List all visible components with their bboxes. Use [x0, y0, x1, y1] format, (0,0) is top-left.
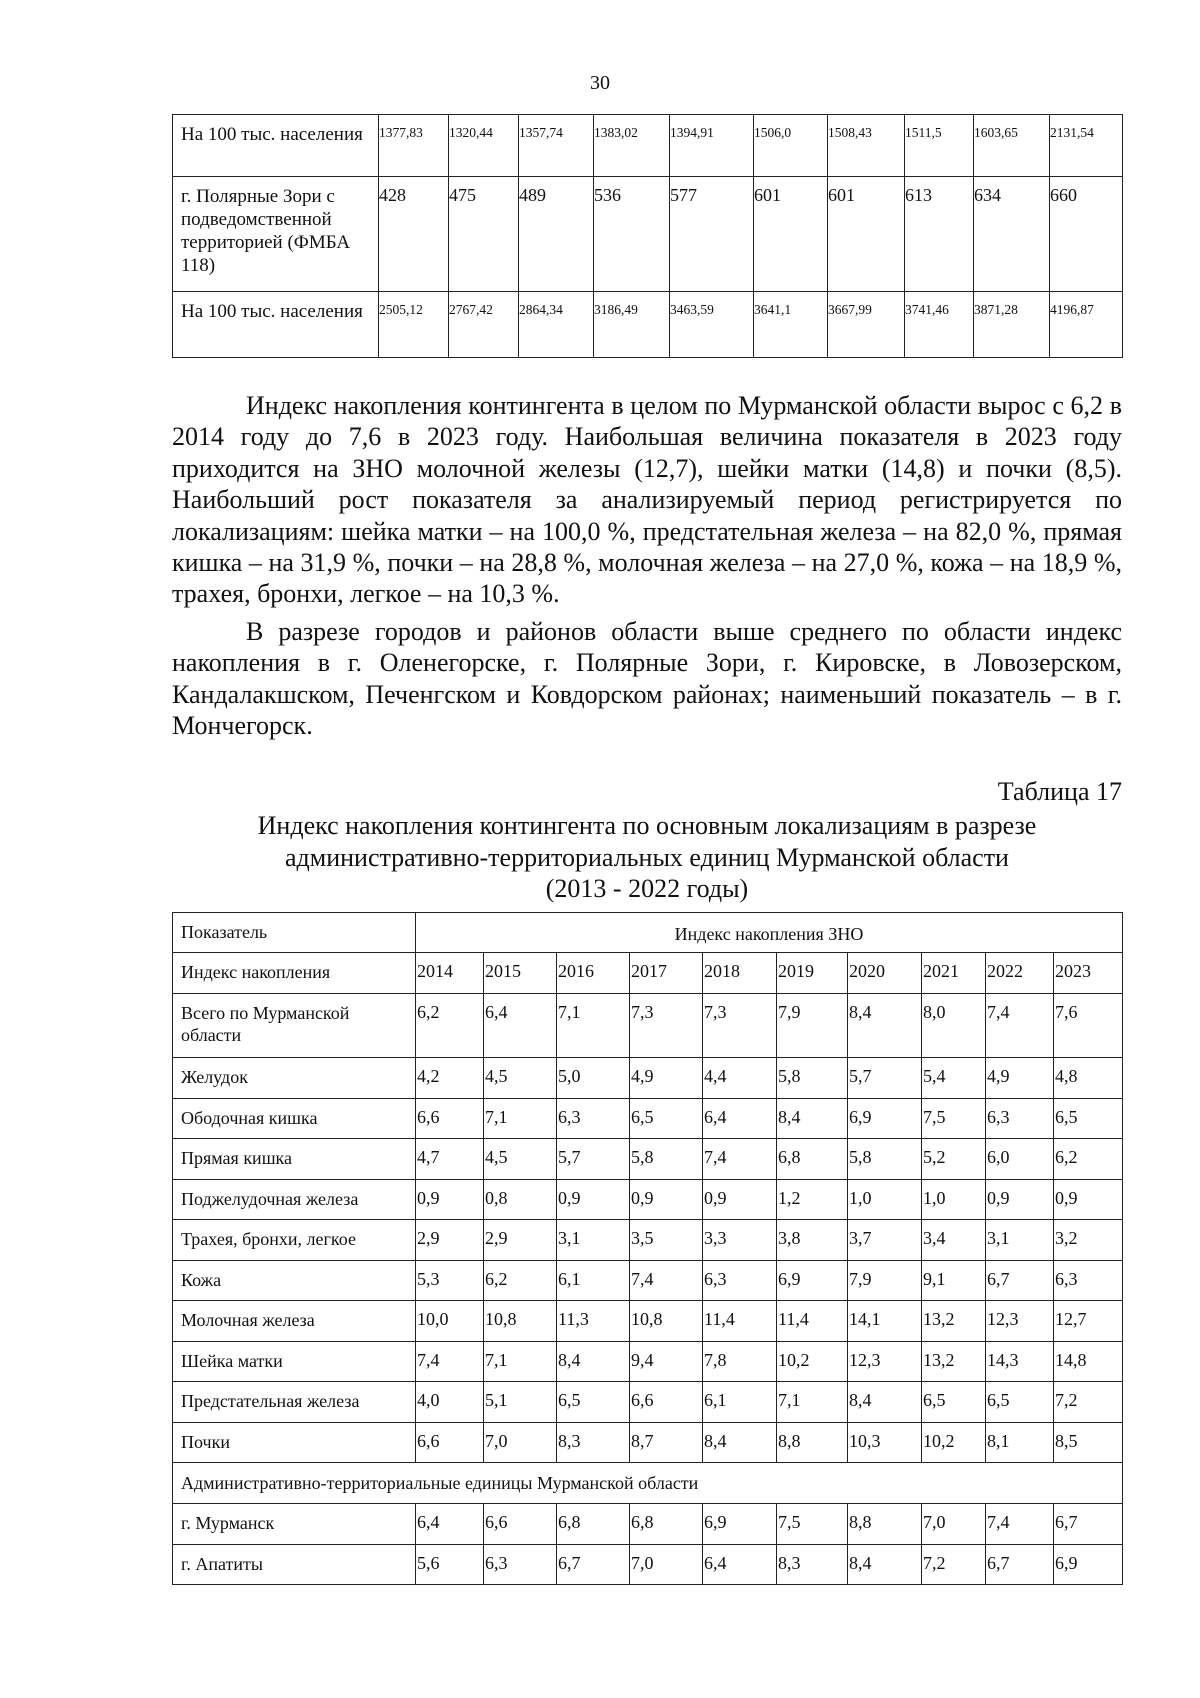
table-cell: 1603,65: [974, 115, 1050, 177]
table-cell: 7,2: [922, 1544, 986, 1585]
subheader-label: Индекс накопления: [173, 953, 416, 994]
table-cell: 10,8: [484, 1301, 557, 1342]
table-17: [172, 912, 1123, 1585]
table-title-line: (2013 - 2022 годы): [545, 874, 749, 903]
table-cell: 5,6: [416, 1544, 484, 1585]
table-cell: 8,4: [848, 1544, 922, 1585]
table-row: [173, 1098, 1123, 1139]
table-cell: 6,1: [557, 1260, 630, 1301]
table-cell: 5,3: [416, 1260, 484, 1301]
table-cell: 1511,5: [905, 115, 974, 177]
table-cell: 6,7: [986, 1544, 1054, 1585]
page-number: 30: [590, 72, 610, 94]
table-cell: 4,9: [986, 1058, 1054, 1099]
table-cell: 6,7: [1054, 1504, 1123, 1545]
table-cell: 6,4: [703, 1544, 777, 1585]
table-cell: 6,9: [1054, 1544, 1123, 1585]
table-cell: 3,4: [922, 1220, 986, 1261]
table-cell: 8,4: [777, 1098, 848, 1139]
table-cell: 5,7: [848, 1058, 922, 1099]
table-cell: 7,0: [484, 1422, 557, 1463]
table-cell: 6,8: [557, 1504, 630, 1545]
table-cell: 2,9: [416, 1220, 484, 1261]
table-cell: 3,1: [986, 1220, 1054, 1261]
table-row: [173, 1341, 1123, 1382]
row-label: Желудок: [173, 1058, 416, 1099]
row-label: г. Апатиты: [173, 1544, 416, 1585]
row-label: Ободочная кишка: [173, 1098, 416, 1139]
table-cell: 10,0: [416, 1301, 484, 1342]
table-cell: 475: [449, 177, 519, 292]
table-cell: 3,3: [703, 1220, 777, 1261]
table-cell: 2131,54: [1050, 115, 1123, 177]
table-cell: 7,5: [777, 1504, 848, 1545]
year-header: 2015: [484, 953, 557, 994]
table-row: [173, 1422, 1123, 1463]
year-header: 2022: [986, 953, 1054, 994]
table-cell: 489: [519, 177, 594, 292]
table-row: [173, 994, 1123, 1058]
row-label: Кожа: [173, 1260, 416, 1301]
year-header: 2021: [922, 953, 986, 994]
table-cell: 6,5: [986, 1382, 1054, 1423]
table-cell: 4,5: [484, 1058, 557, 1099]
table-cell: 6,3: [703, 1260, 777, 1301]
row-label: Прямая кишка: [173, 1139, 416, 1180]
table-cell: 6,6: [416, 1098, 484, 1139]
table-cell: 1508,43: [828, 115, 905, 177]
table-cell: 6,0: [986, 1139, 1054, 1180]
table-cell: 8,5: [1054, 1422, 1123, 1463]
table-cell: 6,4: [703, 1098, 777, 1139]
table-cell: 6,9: [848, 1098, 922, 1139]
table-cell: 7,9: [777, 994, 848, 1058]
table-cell: 7,0: [922, 1504, 986, 1545]
table-cell: 7,4: [986, 1504, 1054, 1545]
table-cell: 5,2: [922, 1139, 986, 1180]
table-cell: 9,4: [630, 1341, 703, 1382]
table-cell: 6,6: [416, 1422, 484, 1463]
table-cell: 0,9: [557, 1179, 630, 1220]
table-title-line: административно-территориальных единиц Мурманской области: [285, 842, 1009, 872]
table-cell: 13,2: [922, 1301, 986, 1342]
table-row: [173, 1058, 1123, 1099]
table-cell: 8,3: [557, 1422, 630, 1463]
table-title-line: Индекс накопления контингента по основным локализациям в разрезе: [257, 811, 1037, 840]
table-cell: 7,4: [703, 1139, 777, 1180]
table-cell: 0,9: [703, 1179, 777, 1220]
row-label: Поджелудочная железа: [173, 1179, 416, 1220]
table-cell: 12,3: [986, 1301, 1054, 1342]
table-cell: 12,7: [1054, 1301, 1123, 1342]
table-number: Таблица 17: [997, 777, 1122, 806]
table-cell: 6,5: [630, 1098, 703, 1139]
table-cell: 6,5: [1054, 1098, 1123, 1139]
table-cell: 8,7: [630, 1422, 703, 1463]
table-row: [173, 1382, 1123, 1423]
table-cell: 5,8: [777, 1058, 848, 1099]
table-row: [173, 1220, 1123, 1261]
table-cell: 6,2: [1054, 1139, 1123, 1180]
table-cell: 13,2: [922, 1341, 986, 1382]
table-cell: 1383,02: [594, 115, 670, 177]
table-cell: 14,3: [986, 1341, 1054, 1382]
table-cell: 6,4: [484, 994, 557, 1058]
table-cell: 6,8: [630, 1504, 703, 1545]
row-label: На 100 тыс. населения: [173, 292, 379, 358]
table-cell: 0,9: [416, 1179, 484, 1220]
row-label: Шейка матки: [173, 1341, 416, 1382]
table-cell: 4,5: [484, 1139, 557, 1180]
table-cell: 0,9: [1054, 1179, 1123, 1220]
table-cell: 3,8: [777, 1220, 848, 1261]
table-cell: 6,7: [986, 1260, 1054, 1301]
table-cell: 8,4: [557, 1341, 630, 1382]
table-cell: 6,9: [703, 1504, 777, 1545]
table-cell: 6,3: [1054, 1260, 1123, 1301]
year-header: 2016: [557, 953, 630, 994]
table-cell: 0,8: [484, 1179, 557, 1220]
table-cell: 7,9: [848, 1260, 922, 1301]
table-cell: 3741,46: [905, 292, 974, 358]
table-cell: 6,2: [416, 994, 484, 1058]
table-cell: 8,0: [922, 994, 986, 1058]
table-cell: 660: [1050, 177, 1123, 292]
table-cell: 8,4: [703, 1422, 777, 1463]
table-cell: 4,2: [416, 1058, 484, 1099]
row-label: На 100 тыс. населения: [173, 115, 379, 177]
table-row: [173, 115, 1123, 177]
year-header: 2019: [777, 953, 848, 994]
row-label: г. Полярные Зори с подведомственной территорией (ФМБА 118): [173, 177, 379, 292]
table-cell: 613: [905, 177, 974, 292]
table-cell: 577: [670, 177, 754, 292]
table-cell: 5,8: [848, 1139, 922, 1180]
table-cell: 3,5: [630, 1220, 703, 1261]
table-cell: 4,9: [630, 1058, 703, 1099]
table-cell: 1377,83: [379, 115, 449, 177]
table-cell: 601: [754, 177, 828, 292]
table-cell: 7,2: [1054, 1382, 1123, 1423]
table-cell: 8,4: [848, 994, 922, 1058]
table-cell: 7,4: [986, 994, 1054, 1058]
table-cell: 6,7: [557, 1544, 630, 1585]
table-cell: 9,1: [922, 1260, 986, 1301]
table-cell: 7,1: [484, 1341, 557, 1382]
table-row: [173, 292, 1123, 358]
table-cell: 6,5: [557, 1382, 630, 1423]
year-header: 2023: [1054, 953, 1123, 994]
table-cell: 4,0: [416, 1382, 484, 1423]
table-cell: 6,9: [777, 1260, 848, 1301]
table-cell: 8,8: [777, 1422, 848, 1463]
table-cell: 0,9: [986, 1179, 1054, 1220]
table-cell: 8,1: [986, 1422, 1054, 1463]
table-cell: 8,4: [848, 1382, 922, 1423]
year-header: 2020: [848, 953, 922, 994]
table-cell: 5,8: [630, 1139, 703, 1180]
row-label: Всего по Мурманской области: [173, 994, 416, 1058]
table-cell: 7,4: [630, 1260, 703, 1301]
table-row: [173, 1544, 1123, 1585]
table-cell: 1320,44: [449, 115, 519, 177]
table-cell: 6,3: [986, 1098, 1054, 1139]
table-cell: 2505,12: [379, 292, 449, 358]
table-cell: 10,3: [848, 1422, 922, 1463]
table-cell: 1506,0: [754, 115, 828, 177]
table-cell: 6,1: [703, 1382, 777, 1423]
table-cell: 11,4: [703, 1301, 777, 1342]
table-cell: 2767,42: [449, 292, 519, 358]
table-cell: 5,1: [484, 1382, 557, 1423]
table-cell: 536: [594, 177, 670, 292]
table-cell: 3,7: [848, 1220, 922, 1261]
years-row: [173, 953, 1123, 994]
table-cell: 5,4: [922, 1058, 986, 1099]
row-label: г. Мурманск: [173, 1504, 416, 1545]
table-cell: 6,6: [484, 1504, 557, 1545]
table-cell: 2,9: [484, 1220, 557, 1261]
table-cell: 6,5: [922, 1382, 986, 1423]
table-cell: 3667,99: [828, 292, 905, 358]
table-row: [173, 177, 1123, 292]
table-cell: 3186,49: [594, 292, 670, 358]
table-cell: 3463,59: [670, 292, 754, 358]
table-row: [173, 1504, 1123, 1545]
table-cell: 6,2: [484, 1260, 557, 1301]
header-row: [173, 913, 1123, 953]
table-cell: 4,4: [703, 1058, 777, 1099]
table-cell: 1,0: [922, 1179, 986, 1220]
table-cell: 7,8: [703, 1341, 777, 1382]
table-cell: 14,1: [848, 1301, 922, 1342]
table-cell: 0,9: [630, 1179, 703, 1220]
top-table: [172, 114, 1123, 358]
table-cell: 6,3: [484, 1544, 557, 1585]
table-cell: 7,6: [1054, 994, 1123, 1058]
table-cell: 7,4: [416, 1341, 484, 1382]
table-cell: 7,5: [922, 1098, 986, 1139]
table-cell: 601: [828, 177, 905, 292]
table-cell: 6,4: [416, 1504, 484, 1545]
table-cell: 3641,1: [754, 292, 828, 358]
table-cell: 10,8: [630, 1301, 703, 1342]
section-label: Административно-территориальные единицы Мурманской области: [173, 1463, 1123, 1504]
table-cell: 2864,34: [519, 292, 594, 358]
table-cell: 8,3: [777, 1544, 848, 1585]
table-cell: 12,3: [848, 1341, 922, 1382]
table-cell: 7,1: [484, 1098, 557, 1139]
table-title: [172, 810, 1122, 905]
table-cell: 6,3: [557, 1098, 630, 1139]
table-cell: 1,2: [777, 1179, 848, 1220]
table-cell: 10,2: [777, 1341, 848, 1382]
table-cell: 7,1: [557, 994, 630, 1058]
table-cell: 7,1: [777, 1382, 848, 1423]
table-cell: 6,8: [777, 1139, 848, 1180]
table-cell: 11,4: [777, 1301, 848, 1342]
row-label: Молочная железа: [173, 1301, 416, 1342]
table-cell: 4,8: [1054, 1058, 1123, 1099]
table-cell: 8,8: [848, 1504, 922, 1545]
table-row: [173, 1260, 1123, 1301]
row-label: Почки: [173, 1422, 416, 1463]
table-cell: 3,2: [1054, 1220, 1123, 1261]
table-cell: 1357,74: [519, 115, 594, 177]
section-row: [173, 1463, 1123, 1504]
row-label: Трахея, бронхи, легкое: [173, 1220, 416, 1261]
table-cell: 7,3: [630, 994, 703, 1058]
table-cell: 14,8: [1054, 1341, 1123, 1382]
table-cell: 6,6: [630, 1382, 703, 1423]
table-cell: 3,1: [557, 1220, 630, 1261]
table-cell: 1,0: [848, 1179, 922, 1220]
header-group: Индекс накопления ЗНО: [416, 913, 1123, 953]
table-cell: 4,7: [416, 1139, 484, 1180]
table-cell: 11,3: [557, 1301, 630, 1342]
table-cell: 5,7: [557, 1139, 630, 1180]
table-cell: 428: [379, 177, 449, 292]
table-cell: 3871,28: [974, 292, 1050, 358]
table-cell: 7,3: [703, 994, 777, 1058]
header-label: Показатель: [173, 913, 416, 953]
table-row: [173, 1179, 1123, 1220]
paragraph-1: Индекс накопления контингента в целом по Мурманской области вырос с 6,2 в 2014 году до 7,6 в 2023 году. Наибольшая величина показателя в 2023 году приходится на ЗНО молочной железы (12,7), шейки матки (14,8) и почки (8,5). Наибольший рост показателя за анализируемый период регистрируется по локализациям: шейка матки – на 100,0 %, предстательная железа – на 82,0 %, прямая кишка – на 31,9 %, почки – на 28,8 %, молочная железа – на 27,0 %, кожа – на 18,9 %, трахея, бронхи, легкое – на 10,3 %.: [172, 391, 1122, 609]
table-row: [173, 1301, 1123, 1342]
table-cell: 10,2: [922, 1422, 986, 1463]
year-header: 2017: [630, 953, 703, 994]
paragraph-2: В разрезе городов и районов области выше среднего по области индекс накопления в г. Оленегорске, г. Полярные Зори, г. Кировске, в Ловозерском, Кандалакшском, Печенгском и Ковдорском районах; наименьший показатель – в г. Мончегорск.: [172, 617, 1122, 741]
table-cell: 7,0: [630, 1544, 703, 1585]
year-header: 2018: [703, 953, 777, 994]
table-cell: 5,0: [557, 1058, 630, 1099]
table-row: [173, 1139, 1123, 1180]
table-cell: 634: [974, 177, 1050, 292]
table-cell: 1394,91: [670, 115, 754, 177]
table-cell: 4196,87: [1050, 292, 1123, 358]
year-header: 2014: [416, 953, 484, 994]
row-label: Предстательная железа: [173, 1382, 416, 1423]
